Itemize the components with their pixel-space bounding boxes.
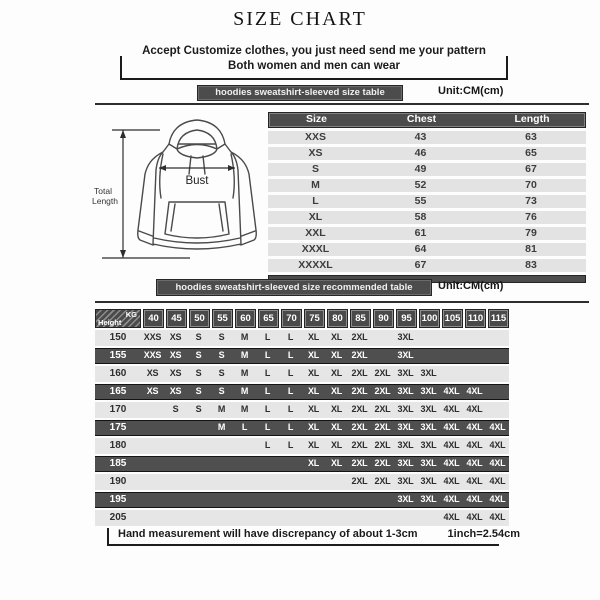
size-recommendation-cell: XL xyxy=(307,404,320,414)
size-table-row xyxy=(268,147,586,160)
size-recommendation-cell: XL xyxy=(307,440,320,450)
chest-cell: 49 xyxy=(414,163,427,175)
measurement-note: Hand measurement will have discrepancy of about 1-3cm xyxy=(118,528,418,540)
size-recommendation-cell xyxy=(302,510,325,526)
chest-cell: 52 xyxy=(414,179,427,191)
size-recommendation-cell xyxy=(371,493,394,507)
size-recommendation-cell xyxy=(463,330,486,346)
weight-header-cell: 100 xyxy=(419,309,440,328)
size-recommendation-cell: S xyxy=(172,404,179,414)
size-recommendation-cell: L xyxy=(264,332,271,342)
size-recommendation-cell xyxy=(463,366,486,382)
size-cell: M xyxy=(311,179,320,191)
size-recommendation-cell: L xyxy=(287,404,294,414)
size-recommendation-cell: 2XL xyxy=(374,422,391,432)
size-recommendation-cell xyxy=(233,510,256,526)
size-cell: XXL xyxy=(305,227,326,239)
size-recommendation-cell xyxy=(325,493,348,507)
size-recommendation-cell: L xyxy=(264,440,271,450)
size-recommendation-cell: L xyxy=(264,386,271,396)
size-recommendation-cell xyxy=(348,493,371,507)
size-recommendation-cell xyxy=(141,510,164,526)
size-recommendation-cell: 2XL xyxy=(351,404,368,414)
height-label: 175 xyxy=(109,422,127,433)
size-recommendation-cell xyxy=(440,330,463,346)
size-recommendation-cell: 4XL xyxy=(489,512,506,522)
height-label: 185 xyxy=(109,458,127,469)
size-recommendation-cell: 3XL xyxy=(397,440,414,450)
matrix-row xyxy=(95,474,509,490)
size-recommendation-cell: 3XL xyxy=(420,422,437,432)
size-recommendation-cell: 2XL xyxy=(374,404,391,414)
length-cell: 81 xyxy=(525,243,537,255)
size-recommendation-cell: XS xyxy=(169,350,182,360)
size-recommendation-cell: 3XL xyxy=(397,332,414,342)
size-recommendation-cell: XL xyxy=(307,350,320,360)
size-recommendation-cell xyxy=(348,510,371,526)
height-label: 205 xyxy=(109,512,127,523)
size-recommendation-cell xyxy=(325,510,348,526)
chest-cell: 61 xyxy=(414,227,427,239)
size-recommendation-cell: XS xyxy=(146,386,159,396)
height-label: 180 xyxy=(109,440,127,451)
height-label: 170 xyxy=(109,404,127,415)
size-table-row xyxy=(268,211,586,224)
size-recommendation-cell: XL xyxy=(330,440,343,450)
size-cell: S xyxy=(311,163,319,175)
size-cell: XXXXL xyxy=(298,259,333,271)
matrix-corner-cell xyxy=(95,309,141,328)
size-cell: XXS xyxy=(304,131,326,143)
weight-header-cell: 110 xyxy=(465,309,486,328)
size-recommendation-cell xyxy=(256,493,279,507)
size-recommendation-cell: 3XL xyxy=(397,386,414,396)
matrix-row xyxy=(95,366,509,382)
size-table-header-length: Length xyxy=(514,113,550,125)
size-recommendation-cell xyxy=(187,493,210,507)
size-table-header-chest: Chest xyxy=(406,113,437,125)
size-table-row xyxy=(268,163,586,176)
length-cell: 67 xyxy=(525,163,537,175)
size-recommendation-cell xyxy=(164,421,187,435)
height-label: 150 xyxy=(109,332,127,343)
size-recommendation-cell: 4XL xyxy=(466,476,483,486)
size-recommendation-cell xyxy=(187,474,210,490)
size-recommendation-cell: 3XL xyxy=(420,440,437,450)
size-recommendation-cell xyxy=(210,510,233,526)
size-table-row xyxy=(268,179,586,192)
size-recommendation-cell: 4XL xyxy=(466,404,483,414)
size-recommendation-cell: 3XL xyxy=(420,458,437,468)
size-recommendation-cell xyxy=(141,474,164,490)
weight-header-cell: 40 xyxy=(143,309,164,328)
size-cell: XXXL xyxy=(301,243,330,255)
size-recommendation-cell: XXS xyxy=(143,332,162,342)
hoodie-diagram xyxy=(90,110,265,268)
size-recommendation-cell xyxy=(486,349,509,363)
height-label: 190 xyxy=(109,476,127,487)
size-recommendation-cell: L xyxy=(264,368,271,378)
size-recommendation-cell xyxy=(164,438,187,454)
weight-header-cell: 115 xyxy=(488,309,509,328)
size-recommendation-cell xyxy=(440,366,463,382)
size-table-header xyxy=(268,112,586,128)
size-recommendation-cell: 3XL xyxy=(397,476,414,486)
matrix-row xyxy=(95,438,509,454)
divider-line-top xyxy=(95,103,589,105)
size-recommendation-cell: 4XL xyxy=(443,404,460,414)
weight-header-cell: 65 xyxy=(258,309,279,328)
chest-cell: 43 xyxy=(414,131,427,143)
size-recommendation-cell: 4XL xyxy=(466,440,483,450)
size-recommendation-cell: L xyxy=(241,422,248,432)
matrix-row xyxy=(95,348,509,364)
size-recommendation-cell: 3XL xyxy=(397,350,414,360)
length-cell: 83 xyxy=(525,259,537,271)
size-recommendation-cell xyxy=(279,493,302,507)
size-recommendation-cell: 2XL xyxy=(351,386,368,396)
chest-cell: 46 xyxy=(414,147,427,159)
size-recommendation-cell xyxy=(210,474,233,490)
size-recommendation-cell: XL xyxy=(307,332,320,342)
size-recommendation-cell xyxy=(371,349,394,363)
size-recommendation-cell xyxy=(417,349,440,363)
size-recommendation-cell: 2XL xyxy=(374,476,391,486)
size-recommendation-cell xyxy=(233,457,256,471)
size-recommendation-cell: M xyxy=(240,404,249,414)
size-recommendation-cell: 2XL xyxy=(351,422,368,432)
size-recommendation-cell: 2XL xyxy=(351,458,368,468)
size-cell: XL xyxy=(308,211,323,223)
weight-header-cell: 105 xyxy=(442,309,463,328)
size-recommendation-cell: 3XL xyxy=(397,458,414,468)
size-recommendation-cell: 4XL xyxy=(443,512,460,522)
size-recommendation-cell xyxy=(233,438,256,454)
matrix-row xyxy=(95,330,509,346)
weight-header-cell: 45 xyxy=(166,309,187,328)
weight-header-cell: 60 xyxy=(235,309,256,328)
customize-note xyxy=(128,44,500,74)
size-recommendation-cell: L xyxy=(287,440,294,450)
length-cell: 79 xyxy=(525,227,537,239)
size-recommendation-cell: 4XL xyxy=(466,458,483,468)
size-recommendation-cell: XS xyxy=(169,332,182,342)
size-recommendation-cell xyxy=(325,474,348,490)
size-recommendation-cell: 3XL xyxy=(397,368,414,378)
size-recommendation-cell: 4XL xyxy=(466,494,483,504)
size-recommendation-cell: 4XL xyxy=(443,440,460,450)
length-cell: 65 xyxy=(525,147,537,159)
recommended-size-matrix xyxy=(95,309,509,528)
size-recommendation-cell xyxy=(279,474,302,490)
customize-note-line2: Both women and men can wear xyxy=(228,60,400,72)
size-recommendation-cell: L xyxy=(264,422,271,432)
inch-conversion: 1inch=2.54cm xyxy=(447,528,521,540)
weight-header-cell: 95 xyxy=(396,309,417,328)
size-recommendation-cell: XL xyxy=(330,458,343,468)
size-recommendation-cell xyxy=(187,510,210,526)
height-label: 155 xyxy=(109,350,127,361)
size-recommendation-cell: M xyxy=(240,350,249,360)
size-recommendation-cell: 3XL xyxy=(420,368,437,378)
size-recommendation-cell: 4XL xyxy=(466,512,483,522)
page-title: SIZE CHART xyxy=(233,8,367,30)
size-recommendation-cell: 4XL xyxy=(489,494,506,504)
size-recommendation-cell: 3XL xyxy=(420,494,437,504)
size-recommendation-cell: L xyxy=(287,350,294,360)
size-recommendation-cell xyxy=(371,510,394,526)
size-recommendation-cell xyxy=(187,421,210,435)
size-recommendation-cell: L xyxy=(287,332,294,342)
size-recommendation-cell: XL xyxy=(307,386,320,396)
size-recommendation-cell: 2XL xyxy=(351,368,368,378)
size-table xyxy=(268,112,586,283)
size-recommendation-cell: XL xyxy=(330,404,343,414)
size-recommendation-cell: XS xyxy=(146,368,159,378)
matrix-header-row xyxy=(95,309,509,328)
size-recommendation-cell: 2XL xyxy=(374,386,391,396)
size-recommendation-cell xyxy=(256,457,279,471)
size-recommendation-cell: 3XL xyxy=(420,386,437,396)
size-recommendation-cell: S xyxy=(195,404,202,414)
size-recommendation-cell: M xyxy=(217,404,226,414)
size-recommendation-cell: L xyxy=(287,422,294,432)
weight-header-cell: 85 xyxy=(350,309,371,328)
size-recommendation-cell: L xyxy=(287,368,294,378)
size-recommendation-cell xyxy=(141,457,164,471)
size-recommendation-cell xyxy=(164,474,187,490)
total-length-label-line1: Total xyxy=(94,186,112,196)
size-recommendation-cell: 4XL xyxy=(489,476,506,486)
size-recommendation-cell: 3XL xyxy=(420,476,437,486)
divider-line-middle xyxy=(95,301,589,303)
size-recommendation-cell xyxy=(302,493,325,507)
size-recommendation-cell: XL xyxy=(330,368,343,378)
size-recommendation-cell: XXS xyxy=(143,350,162,360)
size-recommendation-cell: 2XL xyxy=(374,368,391,378)
size-recommendation-cell: 2XL xyxy=(374,440,391,450)
weight-header-cell: 50 xyxy=(189,309,210,328)
size-recommendation-cell xyxy=(164,457,187,471)
size-recommendation-cell: 4XL xyxy=(466,386,483,396)
size-recommendation-cell xyxy=(233,474,256,490)
size-recommendation-cell xyxy=(279,457,302,471)
size-recommendation-cell: M xyxy=(240,332,249,342)
size-recommendation-cell xyxy=(210,438,233,454)
size-table-unit-label: Unit:CM(cm) xyxy=(438,85,504,97)
size-table-row xyxy=(268,195,586,208)
size-recommendation-cell xyxy=(187,438,210,454)
size-recommendation-cell xyxy=(141,421,164,435)
length-cell: 63 xyxy=(525,131,537,143)
size-recommendation-cell: XL xyxy=(307,422,320,432)
size-recommendation-cell xyxy=(187,457,210,471)
size-recommendation-cell: 2XL xyxy=(351,350,368,360)
size-recommendation-cell: 4XL xyxy=(489,440,506,450)
chest-cell: 55 xyxy=(414,195,427,207)
size-recommendation-cell: 4XL xyxy=(443,476,460,486)
height-label: 160 xyxy=(109,368,127,379)
size-recommendation-cell: S xyxy=(195,368,202,378)
size-recommendation-cell xyxy=(210,457,233,471)
matrix-row xyxy=(95,510,509,526)
total-length-label-line2: Length xyxy=(92,196,118,206)
size-recommendation-cell: 2XL xyxy=(351,332,368,342)
size-recommendation-cell xyxy=(302,474,325,490)
size-table-header-size: Size xyxy=(305,113,327,125)
size-recommendation-cell xyxy=(141,493,164,507)
size-recommendation-cell xyxy=(141,402,164,418)
size-recommendation-cell: XS xyxy=(169,368,182,378)
size-recommendation-cell xyxy=(417,510,440,526)
size-recommendation-cell: XL xyxy=(330,386,343,396)
size-recommendation-cell: 2XL xyxy=(351,440,368,450)
size-recommendation-cell: XL xyxy=(330,350,343,360)
height-label: 195 xyxy=(109,494,127,505)
size-recommendation-cell xyxy=(486,366,509,382)
size-recommendation-cell: 3XL xyxy=(420,404,437,414)
size-recommendation-cell: S xyxy=(195,386,202,396)
size-recommendation-cell xyxy=(256,510,279,526)
weight-header-cell: 55 xyxy=(212,309,233,328)
size-recommendation-cell: 3XL xyxy=(397,494,414,504)
size-table-row xyxy=(268,227,586,240)
weight-header-cell: 80 xyxy=(327,309,348,328)
size-table-banner: hoodies sweatshirt-sleeved size table xyxy=(197,85,403,101)
recommended-table-unit-label: Unit:CM(cm) xyxy=(438,280,504,292)
size-recommendation-cell xyxy=(233,493,256,507)
chest-cell: 58 xyxy=(414,211,427,223)
size-recommendation-cell: 4XL xyxy=(466,422,483,432)
size-recommendation-cell xyxy=(486,330,509,346)
matrix-row xyxy=(95,456,509,472)
matrix-body xyxy=(95,330,509,526)
corner-kg-label: KG xyxy=(125,310,137,319)
size-recommendation-cell: S xyxy=(218,332,225,342)
size-recommendation-cell xyxy=(256,474,279,490)
size-recommendation-cell: 4XL xyxy=(489,458,506,468)
size-recommendation-cell: 2XL xyxy=(374,458,391,468)
size-recommendation-cell xyxy=(417,330,440,346)
size-recommendation-cell xyxy=(463,349,486,363)
size-recommendation-cell: 4XL xyxy=(443,422,460,432)
size-cell: XS xyxy=(308,147,323,159)
chest-cell: 67 xyxy=(414,259,427,271)
size-table-row xyxy=(268,131,586,144)
size-recommendation-cell: S xyxy=(195,332,202,342)
size-recommendation-cell xyxy=(394,510,417,526)
size-recommendation-cell xyxy=(486,402,509,418)
size-recommendation-cell: XL xyxy=(307,458,320,468)
size-recommendation-cell: 4XL xyxy=(443,386,460,396)
size-recommendation-cell: L xyxy=(264,404,271,414)
matrix-row xyxy=(95,420,509,436)
matrix-row xyxy=(95,492,509,508)
size-recommendation-cell: M xyxy=(240,386,249,396)
weight-header-cell: 90 xyxy=(373,309,394,328)
footer-note xyxy=(107,528,521,546)
customize-note-line1: Accept Customize clothes, you just need send me your pattern xyxy=(142,45,486,57)
size-recommendation-cell: S xyxy=(218,386,225,396)
length-cell: 70 xyxy=(525,179,537,191)
size-recommendation-cell: XL xyxy=(330,422,343,432)
size-recommendation-cell xyxy=(164,493,187,507)
chest-cell: 64 xyxy=(414,243,427,255)
size-recommendation-cell: 4XL xyxy=(443,458,460,468)
size-table-row xyxy=(268,259,586,272)
recommended-table-banner: hoodies sweatshirt-sleeved size recommended table xyxy=(156,279,432,296)
size-recommendation-cell xyxy=(164,510,187,526)
size-recommendation-cell xyxy=(440,349,463,363)
size-recommendation-cell xyxy=(371,330,394,346)
hoodie-illustration xyxy=(90,110,265,268)
size-recommendation-cell xyxy=(210,493,233,507)
size-recommendation-cell: XS xyxy=(169,386,182,396)
matrix-row xyxy=(95,402,509,418)
size-recommendation-cell xyxy=(486,385,509,399)
length-cell: 73 xyxy=(525,195,537,207)
weight-header-cell: 70 xyxy=(281,309,302,328)
size-table-body xyxy=(268,131,586,272)
height-label: 165 xyxy=(109,386,127,397)
corner-height-label: Height xyxy=(98,318,122,327)
size-cell: L xyxy=(312,195,319,207)
size-recommendation-cell: XL xyxy=(307,368,320,378)
size-recommendation-cell xyxy=(279,510,302,526)
size-recommendation-cell: M xyxy=(217,422,226,432)
size-recommendation-cell: S xyxy=(218,368,225,378)
bust-label: Bust xyxy=(185,175,209,187)
weight-header-cell: 75 xyxy=(304,309,325,328)
size-recommendation-cell xyxy=(141,438,164,454)
size-recommendation-cell: 2XL xyxy=(351,476,368,486)
size-recommendation-cell: XL xyxy=(330,332,343,342)
size-recommendation-cell: S xyxy=(195,350,202,360)
size-table-row xyxy=(268,243,586,256)
size-recommendation-cell: L xyxy=(287,386,294,396)
size-recommendation-cell: L xyxy=(264,350,271,360)
length-cell: 76 xyxy=(525,211,537,223)
size-recommendation-cell: 4XL xyxy=(489,422,506,432)
matrix-row xyxy=(95,384,509,400)
size-recommendation-cell: 4XL xyxy=(443,494,460,504)
size-recommendation-cell: 3XL xyxy=(397,404,414,414)
size-recommendation-cell: 3XL xyxy=(397,422,414,432)
size-recommendation-cell: M xyxy=(240,368,249,378)
size-recommendation-cell: S xyxy=(218,350,225,360)
